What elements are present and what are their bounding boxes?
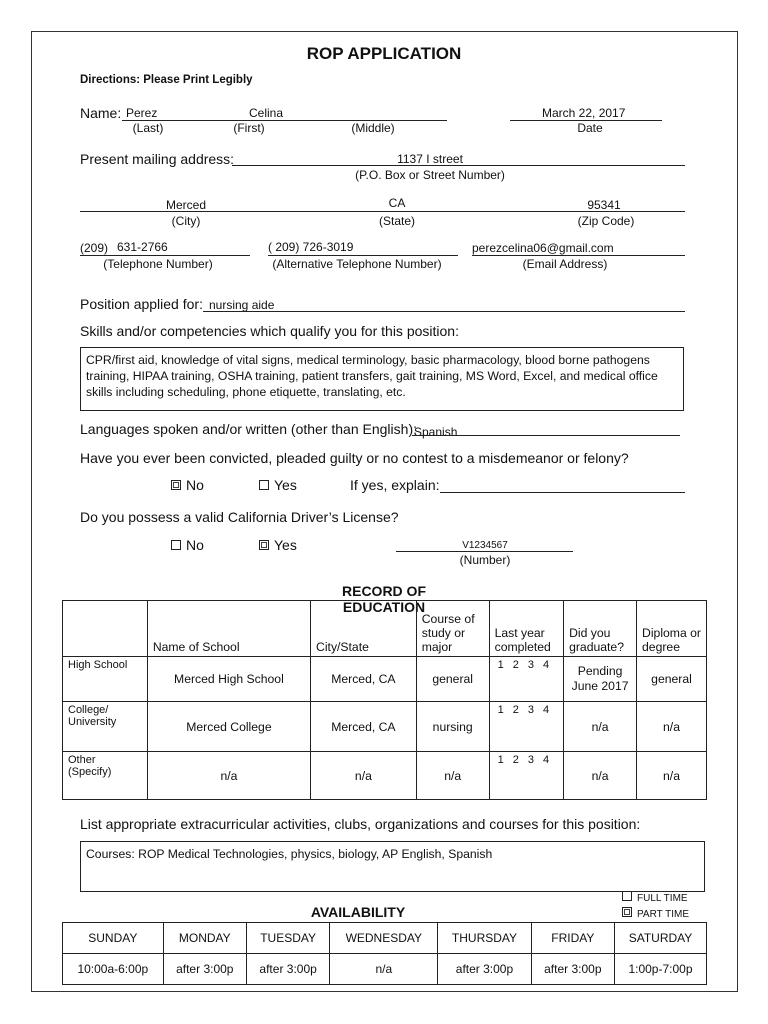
year-option[interactable]: 2 [512,659,519,671]
year-option[interactable]: 1 [497,704,504,716]
year-option[interactable]: 1 [497,659,504,671]
time-cell[interactable]: after 3:00p [531,954,614,985]
languages-value[interactable]: Spanish [414,425,458,439]
languages-line [412,435,680,436]
explain-line [440,492,685,493]
years-cell[interactable] [489,702,564,752]
course-cell[interactable]: n/a [416,752,489,800]
year-option-selected[interactable]: 3 [527,659,534,671]
phone-line [80,255,250,256]
license-yes-option[interactable] [259,537,297,553]
email-line [472,255,685,256]
convicted-yes-label: Yes [274,477,297,493]
diploma-cell[interactable]: n/a [637,752,707,800]
education-table [62,600,707,800]
availability-table [62,922,707,985]
caption-street: (P.O. Box or Street Number) [355,168,505,182]
city-cell[interactable]: Merced, CA [311,657,417,702]
years-cell[interactable] [489,657,564,702]
education-title: RECORD OF EDUCATION [342,583,426,615]
header-city: City/State [311,601,417,657]
checkbox-icon[interactable] [622,891,632,901]
caption-city: (City) [171,214,201,228]
table-row [63,702,707,752]
directions: Directions: Please Print Legibly [80,74,253,86]
year-option[interactable]: 3 [527,754,534,766]
full-time-option[interactable] [622,891,688,904]
education-header-row [63,601,707,657]
year-option[interactable]: 3 [527,704,534,716]
caption-state: (State) [378,214,415,228]
time-cell[interactable]: after 3:00p [438,954,531,985]
license-question: Do you possess a valid California Driver’s License? [80,509,399,525]
diploma-cell[interactable]: general [637,657,707,702]
year-option[interactable]: 4 [542,659,550,671]
first-name-value[interactable]: Celina [249,106,284,120]
caption-first: (First) [233,121,265,135]
header-diploma: Diploma or degree [637,601,707,657]
checkbox-checked-icon[interactable] [259,540,269,550]
checkbox-checked-icon[interactable] [622,907,632,917]
day-cell: MONDAY [163,923,246,954]
license-line [396,551,573,552]
checkbox-icon[interactable] [171,540,181,550]
caption-phone: (Telephone Number) [103,257,213,271]
graduate-cell[interactable]: n/a [564,702,637,752]
school-cell[interactable]: Merced High School [147,657,310,702]
time-cell[interactable]: 10:00a-6:00p [63,954,164,985]
day-cell: FRIDAY [531,923,614,954]
skills-value: CPR/first aid, knowledge of vital signs, medical terminology, basic pharmacology, blood borne pathogens training, HIPAA training, OSHA training, patient transfers, gait training, MS Word, Excel, and medical office skills including scheduling, phone etiquette, translating, etc. [86,353,658,399]
course-cell[interactable]: general [416,657,489,702]
languages-label: Languages spoken and/or written (other than English): [80,421,417,437]
activities-label: List appropriate extracurricular activities, clubs, organizations and courses for this position: [80,816,641,832]
date-value[interactable]: March 22, 2017 [542,106,626,120]
phone-value[interactable]: 631-2766 [117,240,168,254]
phone-area[interactable]: (209) [80,241,109,255]
city-cell[interactable]: Merced, CA [311,702,417,752]
convicted-yes-option[interactable] [259,477,297,493]
day-cell: TUESDAY [246,923,329,954]
times-row [63,954,707,985]
license-number-value[interactable]: V1234567 [462,540,508,551]
license-no-option[interactable] [171,537,204,553]
school-cell[interactable]: n/a [147,752,310,800]
city-cell[interactable]: n/a [311,752,417,800]
year-option[interactable]: 2 [512,704,519,716]
header-course: Course of study or major [416,601,489,657]
street-value[interactable]: 1137 I street [397,152,463,166]
day-cell: SATURDAY [614,923,706,954]
level-cell: High School [63,657,148,702]
caption-zip: (Zip Code) [577,214,635,228]
skills-box[interactable] [80,347,684,411]
caption-email: (Email Address) [522,257,608,271]
last-name-value[interactable]: Perez [126,106,158,120]
header-graduate: Did you graduate? [564,601,637,657]
time-cell[interactable]: after 3:00p [163,954,246,985]
email-value[interactable]: perezcelina06@gmail.com [472,241,614,255]
time-cell[interactable]: n/a [330,954,438,985]
course-cell[interactable]: nursing [416,702,489,752]
caption-last: (Last) [132,121,164,135]
position-label: Position applied for: [80,296,203,312]
year-option[interactable]: 4 [542,754,550,766]
position-value[interactable]: nursing aide [209,298,275,312]
full-time-label: FULL TIME [637,893,688,904]
part-time-option[interactable] [622,907,689,920]
level-cell: College/ University [63,702,148,752]
state-value[interactable]: CA [388,196,406,210]
day-cell: SUNDAY [63,923,164,954]
convicted-no-option[interactable] [171,477,204,493]
convicted-question: Have you ever been convicted, pleaded guilty or no contest to a misdemeanor or felony? [80,450,629,466]
part-time-label: PART TIME [637,909,690,920]
activities-value: Courses: ROP Medical Technologies, physics, biology, AP English, Spanish [86,847,493,861]
caption-date: Date [577,121,603,135]
table-row [63,657,707,702]
graduate-cell[interactable]: Pending June 2017 [564,657,637,702]
zip-value[interactable]: 95341 [587,198,621,212]
days-row [63,923,707,954]
graduate-cell[interactable]: n/a [564,752,637,800]
day-cell: THURSDAY [438,923,531,954]
city-value[interactable]: Merced [165,198,206,212]
time-cell[interactable]: 1:00p-7:00p [614,954,706,985]
year-option[interactable]: 4 [542,704,550,716]
caption-middle: (Middle) [351,121,395,135]
explain-label: If yes, explain: [350,477,440,493]
checkbox-checked-icon[interactable] [171,480,181,490]
caption-alt-phone: (Alternative Telephone Number) [272,257,442,271]
name-label: Name: [80,105,122,121]
year-option[interactable]: 1 [497,754,504,766]
license-yes-label: Yes [274,537,297,553]
header-last-year: Last year completed [489,601,564,657]
checkbox-icon[interactable] [259,480,269,490]
address-label: Present mailing address: [80,151,235,167]
alt-phone-value[interactable]: ( 209) 726-3019 [268,240,354,254]
header-school: Name of School [147,601,310,657]
day-cell: WEDNESDAY [330,923,438,954]
time-cell[interactable]: after 3:00p [246,954,329,985]
alt-phone-line [268,255,458,256]
table-row [63,752,707,800]
year-option[interactable]: 2 [512,754,519,766]
skills-label: Skills and/or competencies which qualify you for this position: [80,323,459,339]
school-cell[interactable]: Merced College [147,702,310,752]
form-title: ROP APPLICATION [306,44,462,63]
diploma-cell[interactable]: n/a [637,702,707,752]
caption-license-number: (Number) [459,553,511,567]
header-level [63,601,148,657]
convicted-no-label: No [186,477,204,493]
position-line [203,311,685,312]
years-cell[interactable] [489,752,564,800]
availability-title: AVAILABILITY [310,904,406,920]
activities-box[interactable] [80,841,705,892]
license-no-label: No [186,537,204,553]
level-cell: Other (Specify) [63,752,148,800]
city-line [80,211,685,212]
